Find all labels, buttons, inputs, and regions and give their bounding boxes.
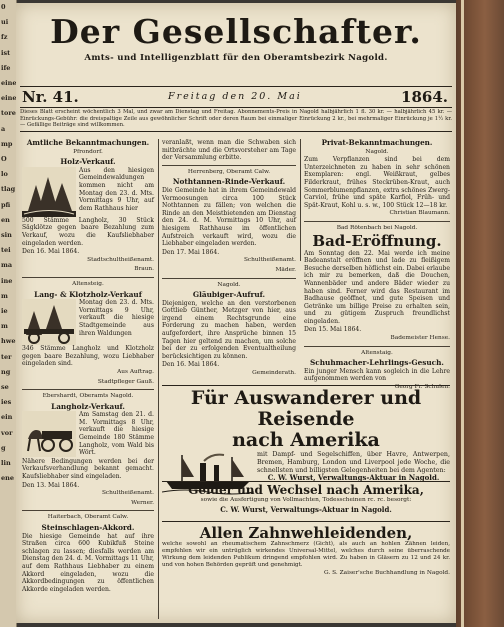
ad-title: nach Amerika <box>232 429 380 451</box>
ad-langholz-verkauf <box>22 393 154 507</box>
masthead <box>16 13 456 63</box>
column-official-2 <box>162 139 296 380</box>
ad-signature: Stadtschultheißenamt. <box>87 256 154 263</box>
margin-fragment: tlag <box>1 185 16 194</box>
margin-fragment: ein <box>1 413 13 422</box>
issue-number: Nr. 41. <box>22 88 79 106</box>
ad-signature: Schultheißenamt. <box>243 257 296 264</box>
margin-fragment: hwe <box>1 337 16 346</box>
ad-text: 500 Stämme Langholz, 30 Stück Sägklötze gegen baare Bezahlung zum Verkauf, wozu die Kaufsliebhaber eingeladen werden. <box>22 216 154 247</box>
ad-signature: Mäder. <box>275 266 296 273</box>
divider <box>22 389 154 390</box>
margin-fragment: g <box>1 443 6 452</box>
margin-fragment: lo <box>1 170 8 179</box>
ad-signature: Schultheißenamt. <box>101 490 154 497</box>
margin-fragment: ife <box>1 63 11 72</box>
divider <box>304 346 450 347</box>
column-rule <box>158 139 159 619</box>
ad-place: Herrenberg, Oberamt Calw. <box>187 168 271 175</box>
ad-heading: Nothtannen-Rinde-Verkauf. <box>172 177 286 187</box>
ad-place: Bad Rötenbach bei Nagold. <box>336 224 418 231</box>
ad-text: Die Gemeinde hat in ihrem Gemeindewald Vermoosungen circa 100 Stück Nothtannen zu fällen; von welchen die Rinde an den Meistbietenden am Dienstag den 24. d. M. Vormittags 10 Uhr, auf hiesigem Rathhause im öffentlichen Aufstreich verkauft wird, wozu die Liebhaber eingeladen werden. <box>162 186 296 248</box>
margin-fragment: O <box>1 155 7 164</box>
margin-fragment: ui <box>1 18 9 27</box>
margin-fragment: en <box>1 215 10 224</box>
ad-glaeubiger-aufruf <box>162 282 296 378</box>
divider <box>304 221 450 222</box>
ad-signature: G. S. Zaiser'sche Buchhandlung in Nagold. <box>324 569 450 576</box>
ad-signature: Gemeinderath. <box>252 370 296 377</box>
issue-date: Freitag den 20. Mai <box>168 91 302 102</box>
ad-place: Nagold. <box>217 281 241 288</box>
margin-fragment: m <box>1 291 8 300</box>
ad-signature: Bademeister Hense. <box>390 335 450 342</box>
margin-fragment: tore <box>1 109 16 118</box>
column-rule <box>300 139 301 261</box>
ad-signature: Aus Auftrag. <box>117 368 154 375</box>
ad-lang-klotzholz <box>22 281 154 386</box>
margin-fragment: m <box>1 322 8 331</box>
ad-signature: Christian Blaumann. <box>389 210 450 217</box>
ad-text: sowie die Ausfertigung von Vollmachten, Todesscheinen rc. rc. besorgt: <box>200 497 412 503</box>
ad-text: Am Sonntag den 22. Mai werde ich meine Badeanstalt eröffnen und lade zu fleißigem Besuche derselben höflichst ein. Dabei erlaube ich mir zu bemerken, daß die Douchen, Wannenbäder und andere Bäder wieder zu haben sind. Ferner wird das Restaurant im Badhause geöffnet, und gute Speisen und Getränke um billige Preise zu erhalten sein, und zu gütigem Zuspruch freundlichst eingeladen. <box>304 249 450 325</box>
margin-fragment: fz <box>1 33 8 42</box>
divider <box>162 278 296 279</box>
ad-heading: Holz-Verkauf. <box>60 157 116 167</box>
ad-text: Ein junger Mensch kann sogleich in die Lehre aufgenommen werden von <box>304 367 450 383</box>
divider <box>22 277 154 278</box>
margin-fragment: 0 <box>1 3 6 11</box>
newspaper-title: Der Gesellschafter. <box>50 12 422 51</box>
log-cart-woodcut-icon <box>22 299 76 345</box>
section-heading: Amtliche Bekanntmachungen. <box>26 138 150 147</box>
ad-text: welche sowohl an rheumatischem Zahnschmerz (Gicht), als auch an hohlen Zähnen leiden, empfehlen wir ein untrüglich wirkendes Universal-Mittel, welches durch seine überraschende Wirkung dem leidenden Publikum dringend empfohlen wird. Zu haben in Gläsern zu 12 und 24 kr. und von hohen Behörden geprüft und genehmigt. <box>162 541 450 568</box>
ad-text: Zum Verpflanzen sind bei dem Unterzeichneten zu haben in sehr schönen Exemplaren: engl. Weißkraut, gelbes Filderkraut, frühes Steckrüben-Kraut, auch Sommerblumenpflanzen, extra schönes Zwerg-Carviol, frühe und späte Karfiol, Früh- und Spät-Kraut, Kohl u. s. w., 100 Stück 12—18 kr. <box>304 156 450 209</box>
ad-agent: C. W. Wurst, Verwaltungs-Aktuar in Nagold. <box>267 473 440 483</box>
ad-title: Für Auswanderer und Reisende <box>190 387 422 430</box>
ad-rinde-verkauf <box>162 169 296 275</box>
ad-place: Pfrondorf. <box>73 148 103 155</box>
ad-signature: Werner. <box>131 499 154 506</box>
ad-bad-eroeffnung <box>304 225 450 343</box>
column-private <box>304 139 450 394</box>
margin-fragment: ma <box>1 261 13 270</box>
ad-date: Den 13. Mai 1864. <box>22 481 80 489</box>
column-official <box>22 139 154 594</box>
ad-date: Den 15. Mai 1864. <box>304 326 362 334</box>
margin-fragment: tei <box>1 246 11 255</box>
margin-fragment: se <box>1 383 9 392</box>
newspaper-subtitle: Amts- und Intelligenzblatt für den Oberamtsbezirk Nagold. <box>84 53 388 63</box>
margin-fragment: ies <box>1 398 12 407</box>
dateline <box>20 86 452 108</box>
ad-zahnweh <box>162 521 450 578</box>
spine-line <box>461 0 464 627</box>
ad-text: Diejenigen, welche an den verstorbenen Gottlieb Günther, Metzger von hier, aus irgend einem Rechtsgrunde eine Forderung zu machen haben, werden aufgefordert, ihre Ansprüche binnen 15 Tagen hier geltend zu machen, um solche bei der zu erfolgenden Eventualtheilung berücksichtigen zu können. <box>162 299 296 360</box>
ad-text: Am Samstag den 21. d. M. Vormittags 8 Uhr, verkauft die hiesige Gemeinde 180 Stämme Langholz, vom Wald bis Wört. <box>79 411 154 457</box>
ad-heading: Lang- & Klotzholz-Verkauf <box>34 289 142 299</box>
ad-title: Allen Zahnwehleidenden, <box>199 524 413 542</box>
tree-woodcut-icon <box>22 167 76 217</box>
ad-place: Haiterbach, Oberamt Calw. <box>47 514 129 521</box>
ad-heading: Gläubiger-Aufruf. <box>192 290 266 300</box>
ad-heading: Schuhmacher-Lehrlings-Gesuch. <box>310 358 444 368</box>
margin-fragment: ng <box>1 367 11 376</box>
ad-agent: C. W. Wurst, Verwaltungs-Aktuar in Nagold. <box>220 505 392 514</box>
ad-text: Die hiesige Gemeinde hat auf ihre Straßen circa 600 Kubikfuß Steine schlagen zu lassen; diesfalls werden am Dienstag den 24. d. M. Vormittags 11 Uhr, auf dem Rathhaus Liebhaber zu einem Akkord eingeladen, wozu die Akkordbedingungen zu öffentlichen Akkorde eingeladen werden. <box>22 532 154 593</box>
ad-place: Altensteig. <box>72 280 104 287</box>
ad-holz-verkauf <box>22 149 154 274</box>
issue-year: 1864. <box>401 88 448 106</box>
margin-fragment: a <box>1 124 6 133</box>
margin-fragment: ist <box>1 48 11 57</box>
ad-signature: Braun. <box>134 266 154 273</box>
ad-date: Den 17. Mai 1864. <box>162 248 220 256</box>
ad-heading: Langholz-Verkauf. <box>51 401 125 411</box>
subscription-terms: Dieses Blatt erscheint wöchentlich 3 Mal, und zwar am Dienstag und Freitag. Abonnements-Preis in Nagold halbjährlich 1 fl. 30 kr. — halbjährlich 45 kr. — Einrückungs-Gebühr: die dreispaltige Zeile aus gewöhnlicher Schrift oder deren Raum bei einmaliger Einrückung 2 kr., bei mehrmaliger Einrückung je 1½ kr. — Gefällige Beiträge sind willkommen. <box>20 109 452 132</box>
ad-date: Den 16. Mai 1864. <box>162 361 220 369</box>
margin-fragment: lin <box>1 459 11 468</box>
margin-fragment: eine <box>1 94 17 103</box>
ad-date: Den 16. Mai 1864. <box>22 248 80 256</box>
ad-steinschlagen <box>22 514 154 593</box>
section-heading: Privat-Bekanntmachungen. <box>321 138 433 147</box>
previous-page-edge <box>0 0 17 627</box>
margin-fragment: vor <box>1 428 13 437</box>
margin-fragment: sin <box>1 231 12 240</box>
ad-title: Gelder und Wechsel nach Amerika, <box>188 483 424 497</box>
ad-place: Ebershardt, Oberamts Nagold. <box>42 393 134 400</box>
margin-fragment: pfi <box>1 200 11 209</box>
divider <box>162 165 296 166</box>
margin-fragment: ene <box>1 474 14 483</box>
ad-text: 346 Stämme Langholz und Klotzholz gegen baare Bezahlung, wozu Liebhaber eingeladen sind. <box>22 345 154 368</box>
ad-heading: Steinschlagen-Akkord. <box>41 523 135 532</box>
intro-text: veranlaßt, wenn man die Schwaben sich mitbrächte und die Ortsvorsteher am Tage der Versammlung erbitte. <box>162 139 296 162</box>
margin-fragment: ie <box>1 307 8 316</box>
ad-place: Altenstaig. <box>361 349 393 356</box>
ad-place: Nagold. <box>365 148 389 155</box>
horse-cart-woodcut-icon <box>22 411 76 457</box>
divider <box>22 510 154 511</box>
margin-fragment: ine <box>1 276 13 285</box>
ad-text: mit Dampf- und Segelschiffen, über Havre, Antwerpen, Bremen, Hamburg, London und Liverpool jede Woche, die schnellsten und billigsten Gelegenheiten bei dem Agenten: <box>257 451 450 474</box>
ad-gelder-wechsel <box>162 481 450 514</box>
ad-heading: Bad-Eröffnung. <box>312 231 442 250</box>
newspaper-page <box>16 3 456 623</box>
margin-fragment: mp <box>1 139 13 148</box>
ad-pflanzen <box>304 149 450 218</box>
ad-auswanderer <box>162 385 450 495</box>
margin-fragment: eine <box>1 79 17 88</box>
ad-signature: Georg Fr. Schulen. <box>394 384 450 391</box>
ad-signature: Stadtpfleger Gauß. <box>97 378 154 385</box>
margin-fragment: ter <box>1 352 12 361</box>
ad-text: Nähere Bedingungen werden bei der Verkaufsverhandlung bekannt gemacht. Kaufsliebhaber sind eingeladen. <box>22 457 154 481</box>
ad-text: Montag den 23. d. Mts. Vormittags 9 Uhr, verkauft die hiesige Stadtgemeinde aus ihren Waldungen <box>79 299 154 337</box>
ad-text: Aus den hiesigen Gemeindewaldungen kommen nicht am Montag den 23. d. Mts. Vormittags 9 Uhr, auf dem Rathhaus hier <box>79 166 154 212</box>
